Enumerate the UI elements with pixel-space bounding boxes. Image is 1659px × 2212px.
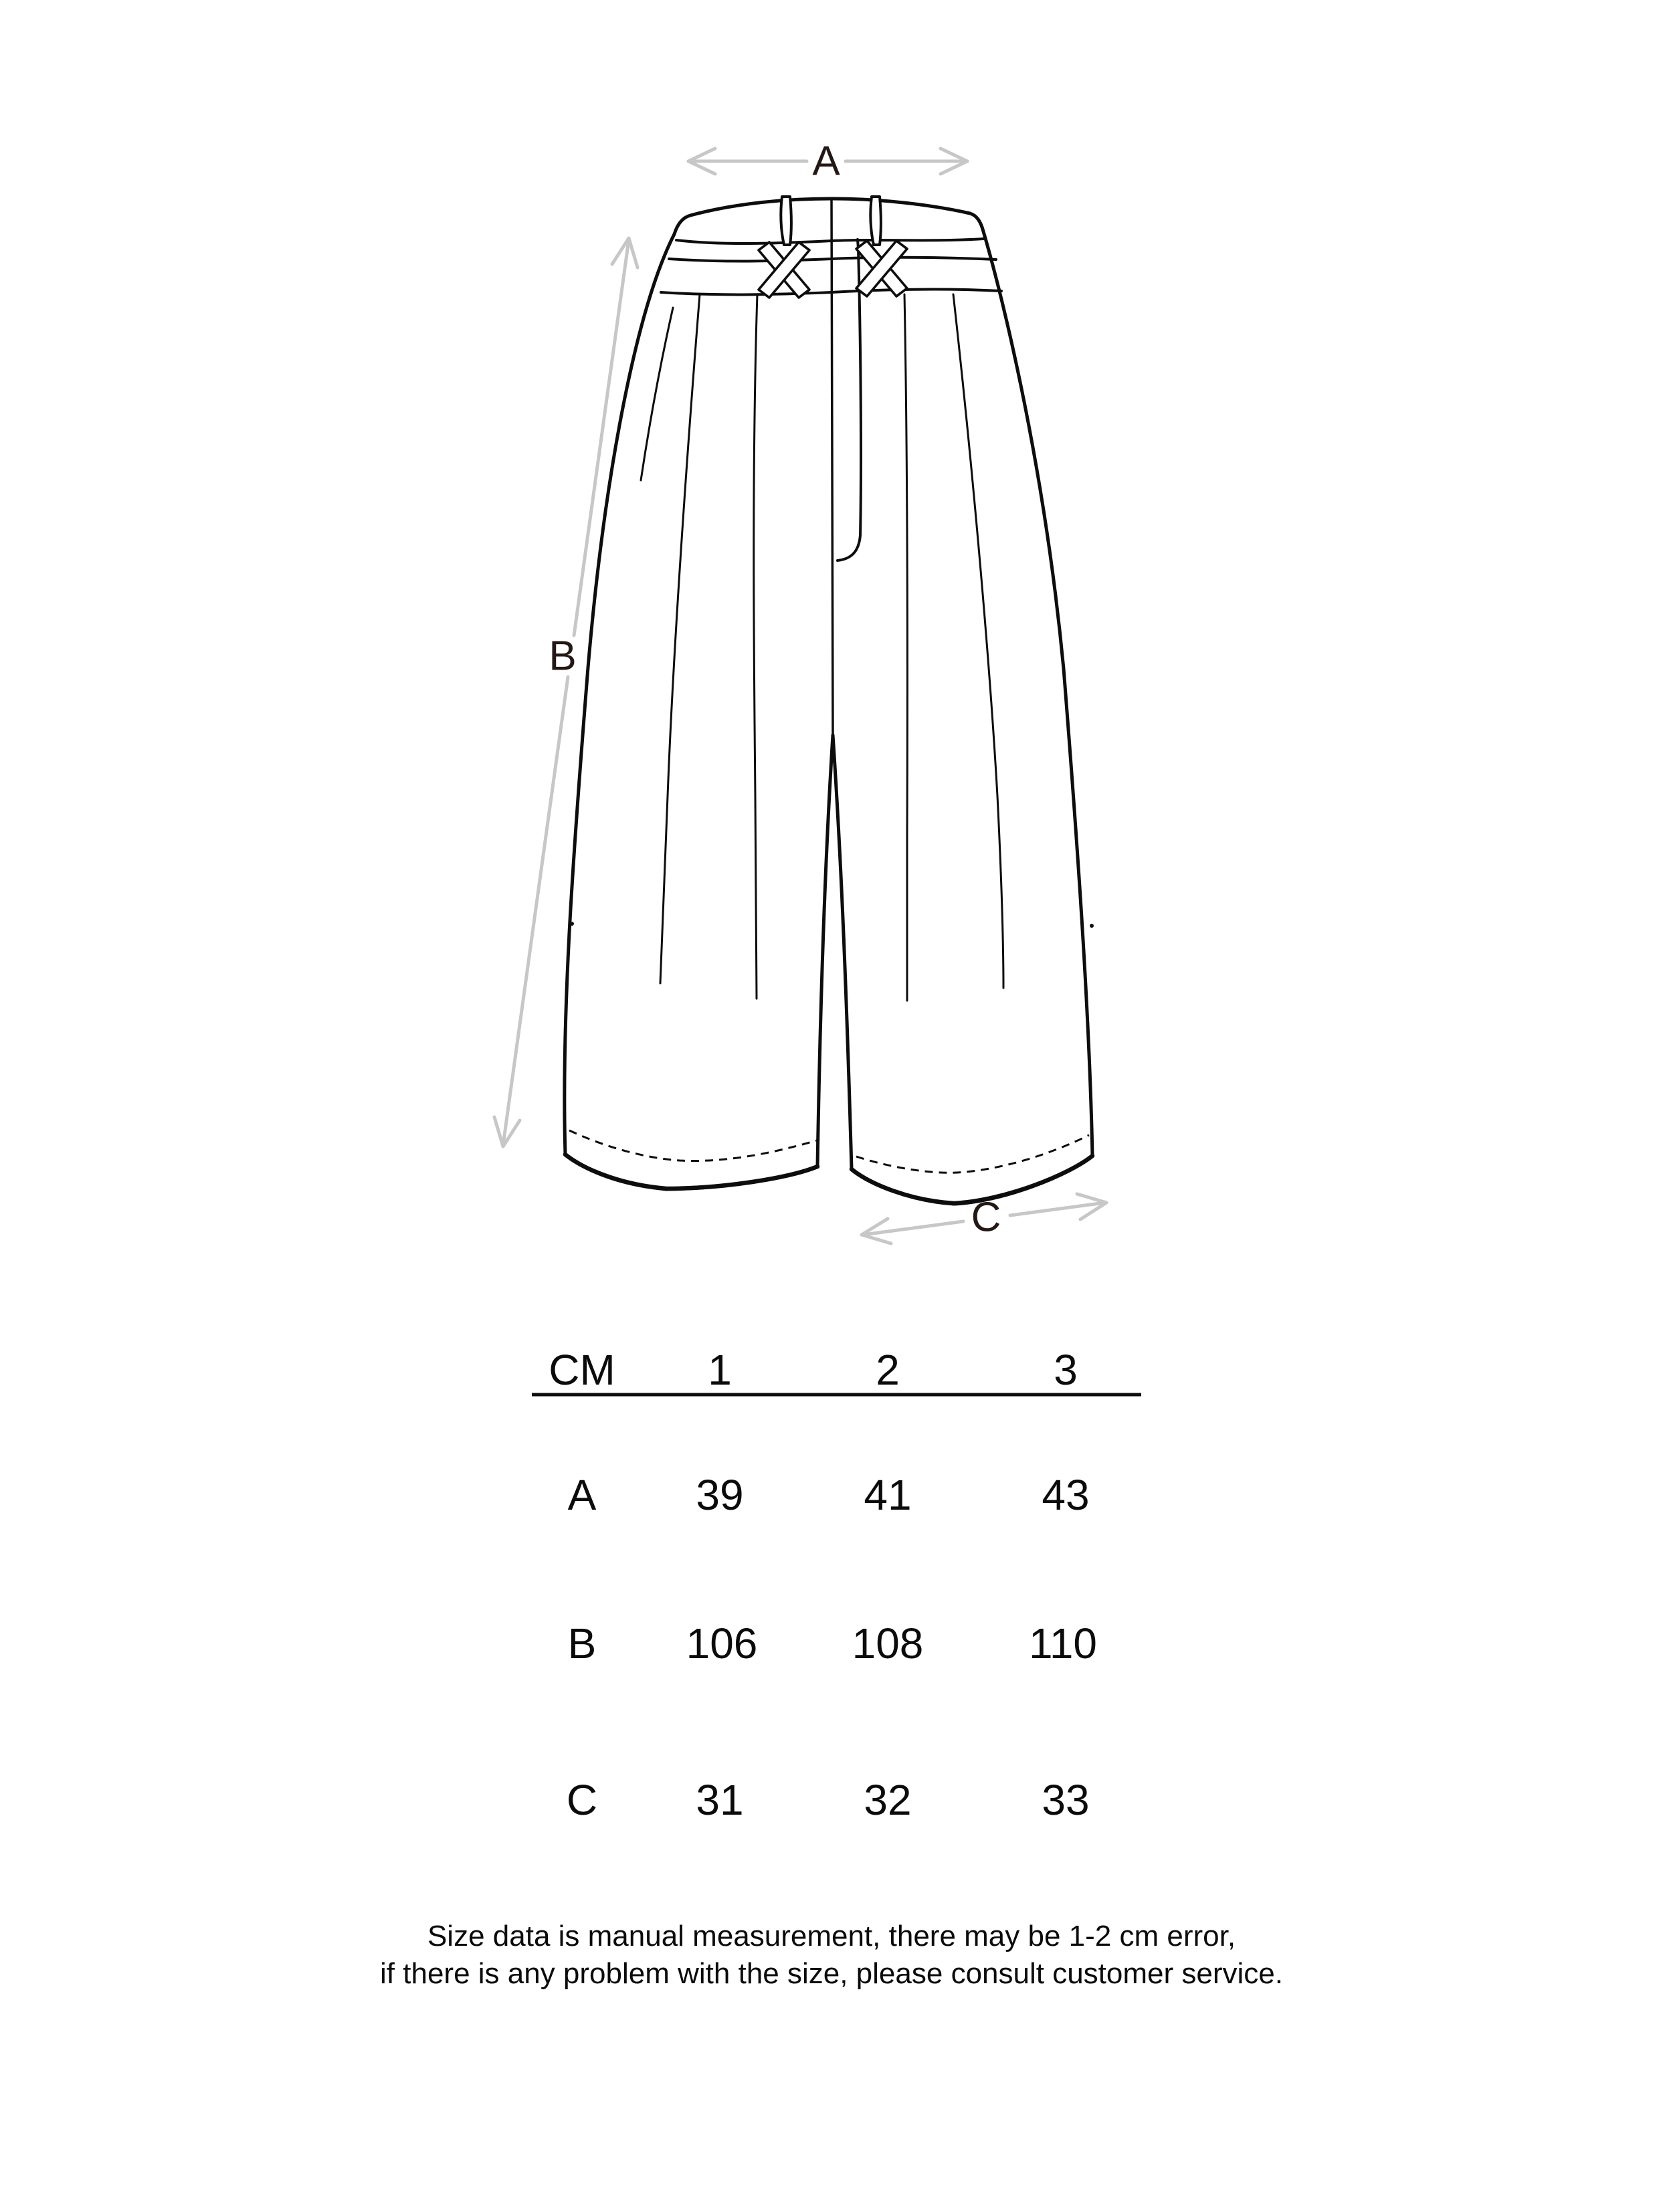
table-header-size-2: 2 (876, 1346, 900, 1394)
table-row-label-b: B (567, 1619, 597, 1668)
belt-loop-left (781, 197, 791, 245)
table-cell-c-size2: 32 (864, 1776, 912, 1824)
disclaimer-line-1: Size data is manual measurement, there may be 1-2 cm error, (427, 1920, 1236, 1952)
belt-loop-right (870, 197, 881, 245)
table-cell-a-size1: 39 (696, 1471, 744, 1519)
table-header-unit: CM (549, 1346, 615, 1394)
table-row-label-a: A (567, 1471, 597, 1519)
dimension-label-c: C (971, 1194, 1001, 1241)
dimension-label-a: A (812, 138, 840, 185)
pants-outline (565, 199, 1092, 1204)
table-cell-c-size3: 33 (1042, 1776, 1090, 1824)
table-cell-a-size3: 43 (1042, 1471, 1090, 1519)
disclaimer-line-2: if there is any problem with the size, please consult customer service. (380, 1957, 1283, 1990)
table-cell-b-size3: 110 (1028, 1619, 1098, 1668)
table-header-size-1: 1 (708, 1346, 732, 1394)
table-cell-b-size1: 106 (686, 1619, 758, 1668)
table-row-label-c: C (566, 1776, 598, 1824)
table-header-size-3: 3 (1054, 1346, 1078, 1394)
table-cell-a-size2: 41 (864, 1471, 912, 1519)
dimension-label-b: B (549, 633, 577, 680)
table-cell-b-size2: 108 (852, 1619, 924, 1668)
table-cell-c-size1: 31 (696, 1776, 744, 1824)
